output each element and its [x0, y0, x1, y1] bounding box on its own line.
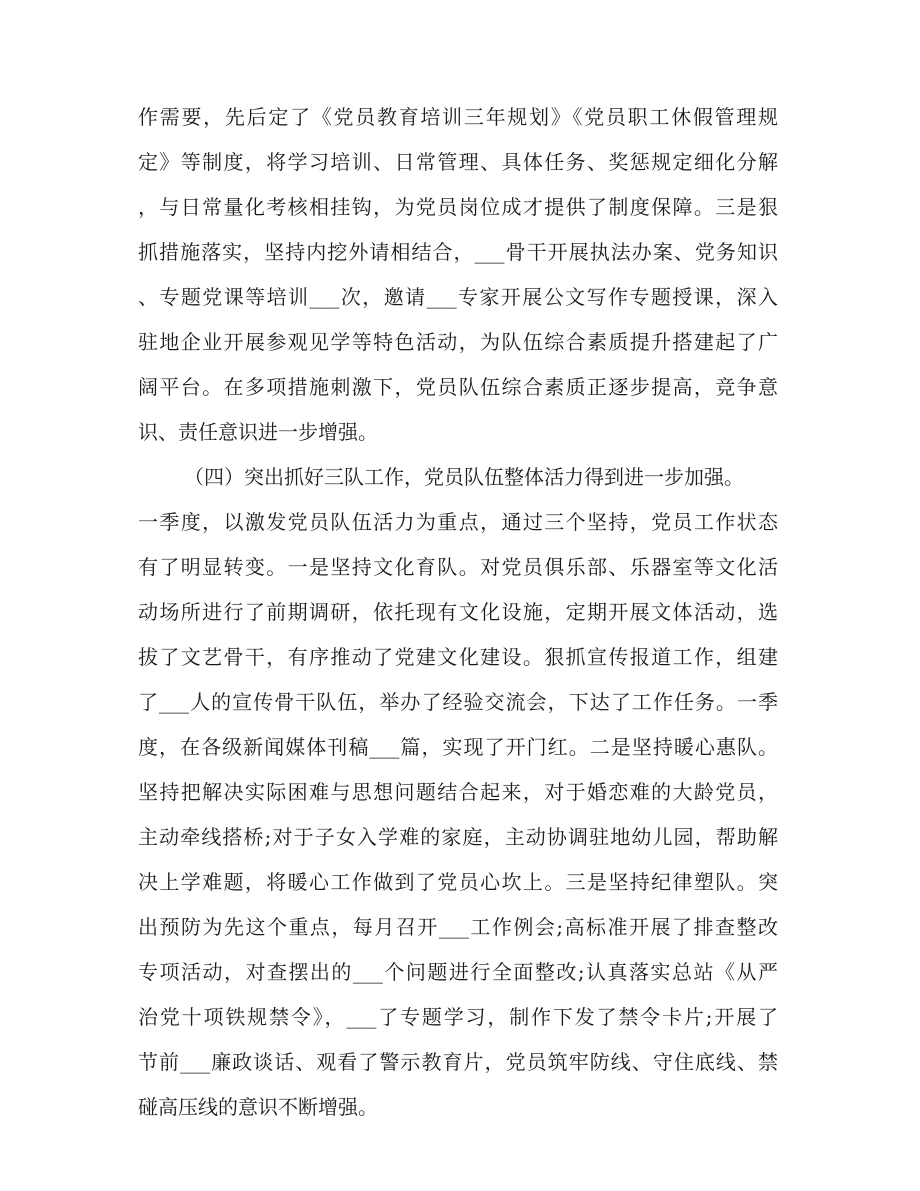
text-line: 出预防为先这个重点，每月召开___工作例会;高标准开展了排查整改 [138, 915, 778, 939]
text-line: 专项活动，对查摆出的___个问题进行全面整改;认真落实总站《从严 [138, 960, 778, 984]
text-line: 节前___廉政谈话、观看了警示教育片，党员筑牢防线、守住底线、禁 [138, 1050, 778, 1074]
text-line: 动场所进行了前期调研，依托现有文化设施，定期开展文体活动，选 [138, 600, 778, 624]
text-line: 度，在各级新闻媒体刊稿___篇，实现了开门红。二是坚持暖心惠队。 [138, 735, 778, 759]
text-line: 作需要，先后定了《党员教育培训三年规划》《党员职工休假管理规 [138, 105, 778, 129]
text-line: 定》等制度，将学习培训、日常管理、具体任务、奖惩规定细化分解 [138, 150, 778, 174]
text-line: 一季度，以激发党员队伍活力为重点，通过三个坚持，党员工作状态 [138, 510, 778, 534]
text-line: 治党十项铁规禁令》，___了专题学习，制作下发了禁令卡片;开展了 [138, 1005, 778, 1029]
text-line: 驻地企业开展参观见学等特色活动，为队伍综合素质提升搭建起了广 [138, 330, 778, 354]
text-line: 碰高压线的意识不断增强。 [138, 1095, 378, 1119]
section-four-heading-line: （四）突出抓好三队工作，党员队伍整体活力得到进一步加强。 [184, 465, 744, 489]
text-line: ，与日常量化考核相挂钩，为党员岗位成才提供了制度保障。三是狠 [138, 195, 778, 219]
text-line: 决上学难题，将暖心工作做到了党员心坎上。三是坚持纪律塑队。突 [138, 870, 778, 894]
text-line: 有了明显转变。一是坚持文化育队。对党员俱乐部、乐器室等文化活 [138, 555, 778, 579]
text-line: 抓措施落实，坚持内挖外请相结合，___骨干开展执法办案、党务知识 [138, 240, 778, 264]
text-line: 了___人的宣传骨干队伍，举办了经验交流会，下达了工作任务。一季 [138, 690, 778, 714]
text-line: 坚持把解决实际困难与思想问题结合起来，对于婚恋难的大龄党员， [138, 780, 778, 804]
text-line: 阔平台。在多项措施刺激下，党员队伍综合素质正逐步提高，竞争意 [138, 375, 778, 399]
text-line: 、专题党课等培训___次，邀请___专家开展公文写作专题授课，深入 [138, 285, 778, 309]
text-line: 主动牵线搭桥;对于子女入学难的家庭，主动协调驻地幼儿园，帮助解 [138, 825, 778, 849]
text-line: 拔了文艺骨干，有序推动了党建文化建设。狠抓宣传报道工作，组建 [138, 645, 778, 669]
text-line: 识、责任意识进一步增强。 [138, 420, 378, 444]
